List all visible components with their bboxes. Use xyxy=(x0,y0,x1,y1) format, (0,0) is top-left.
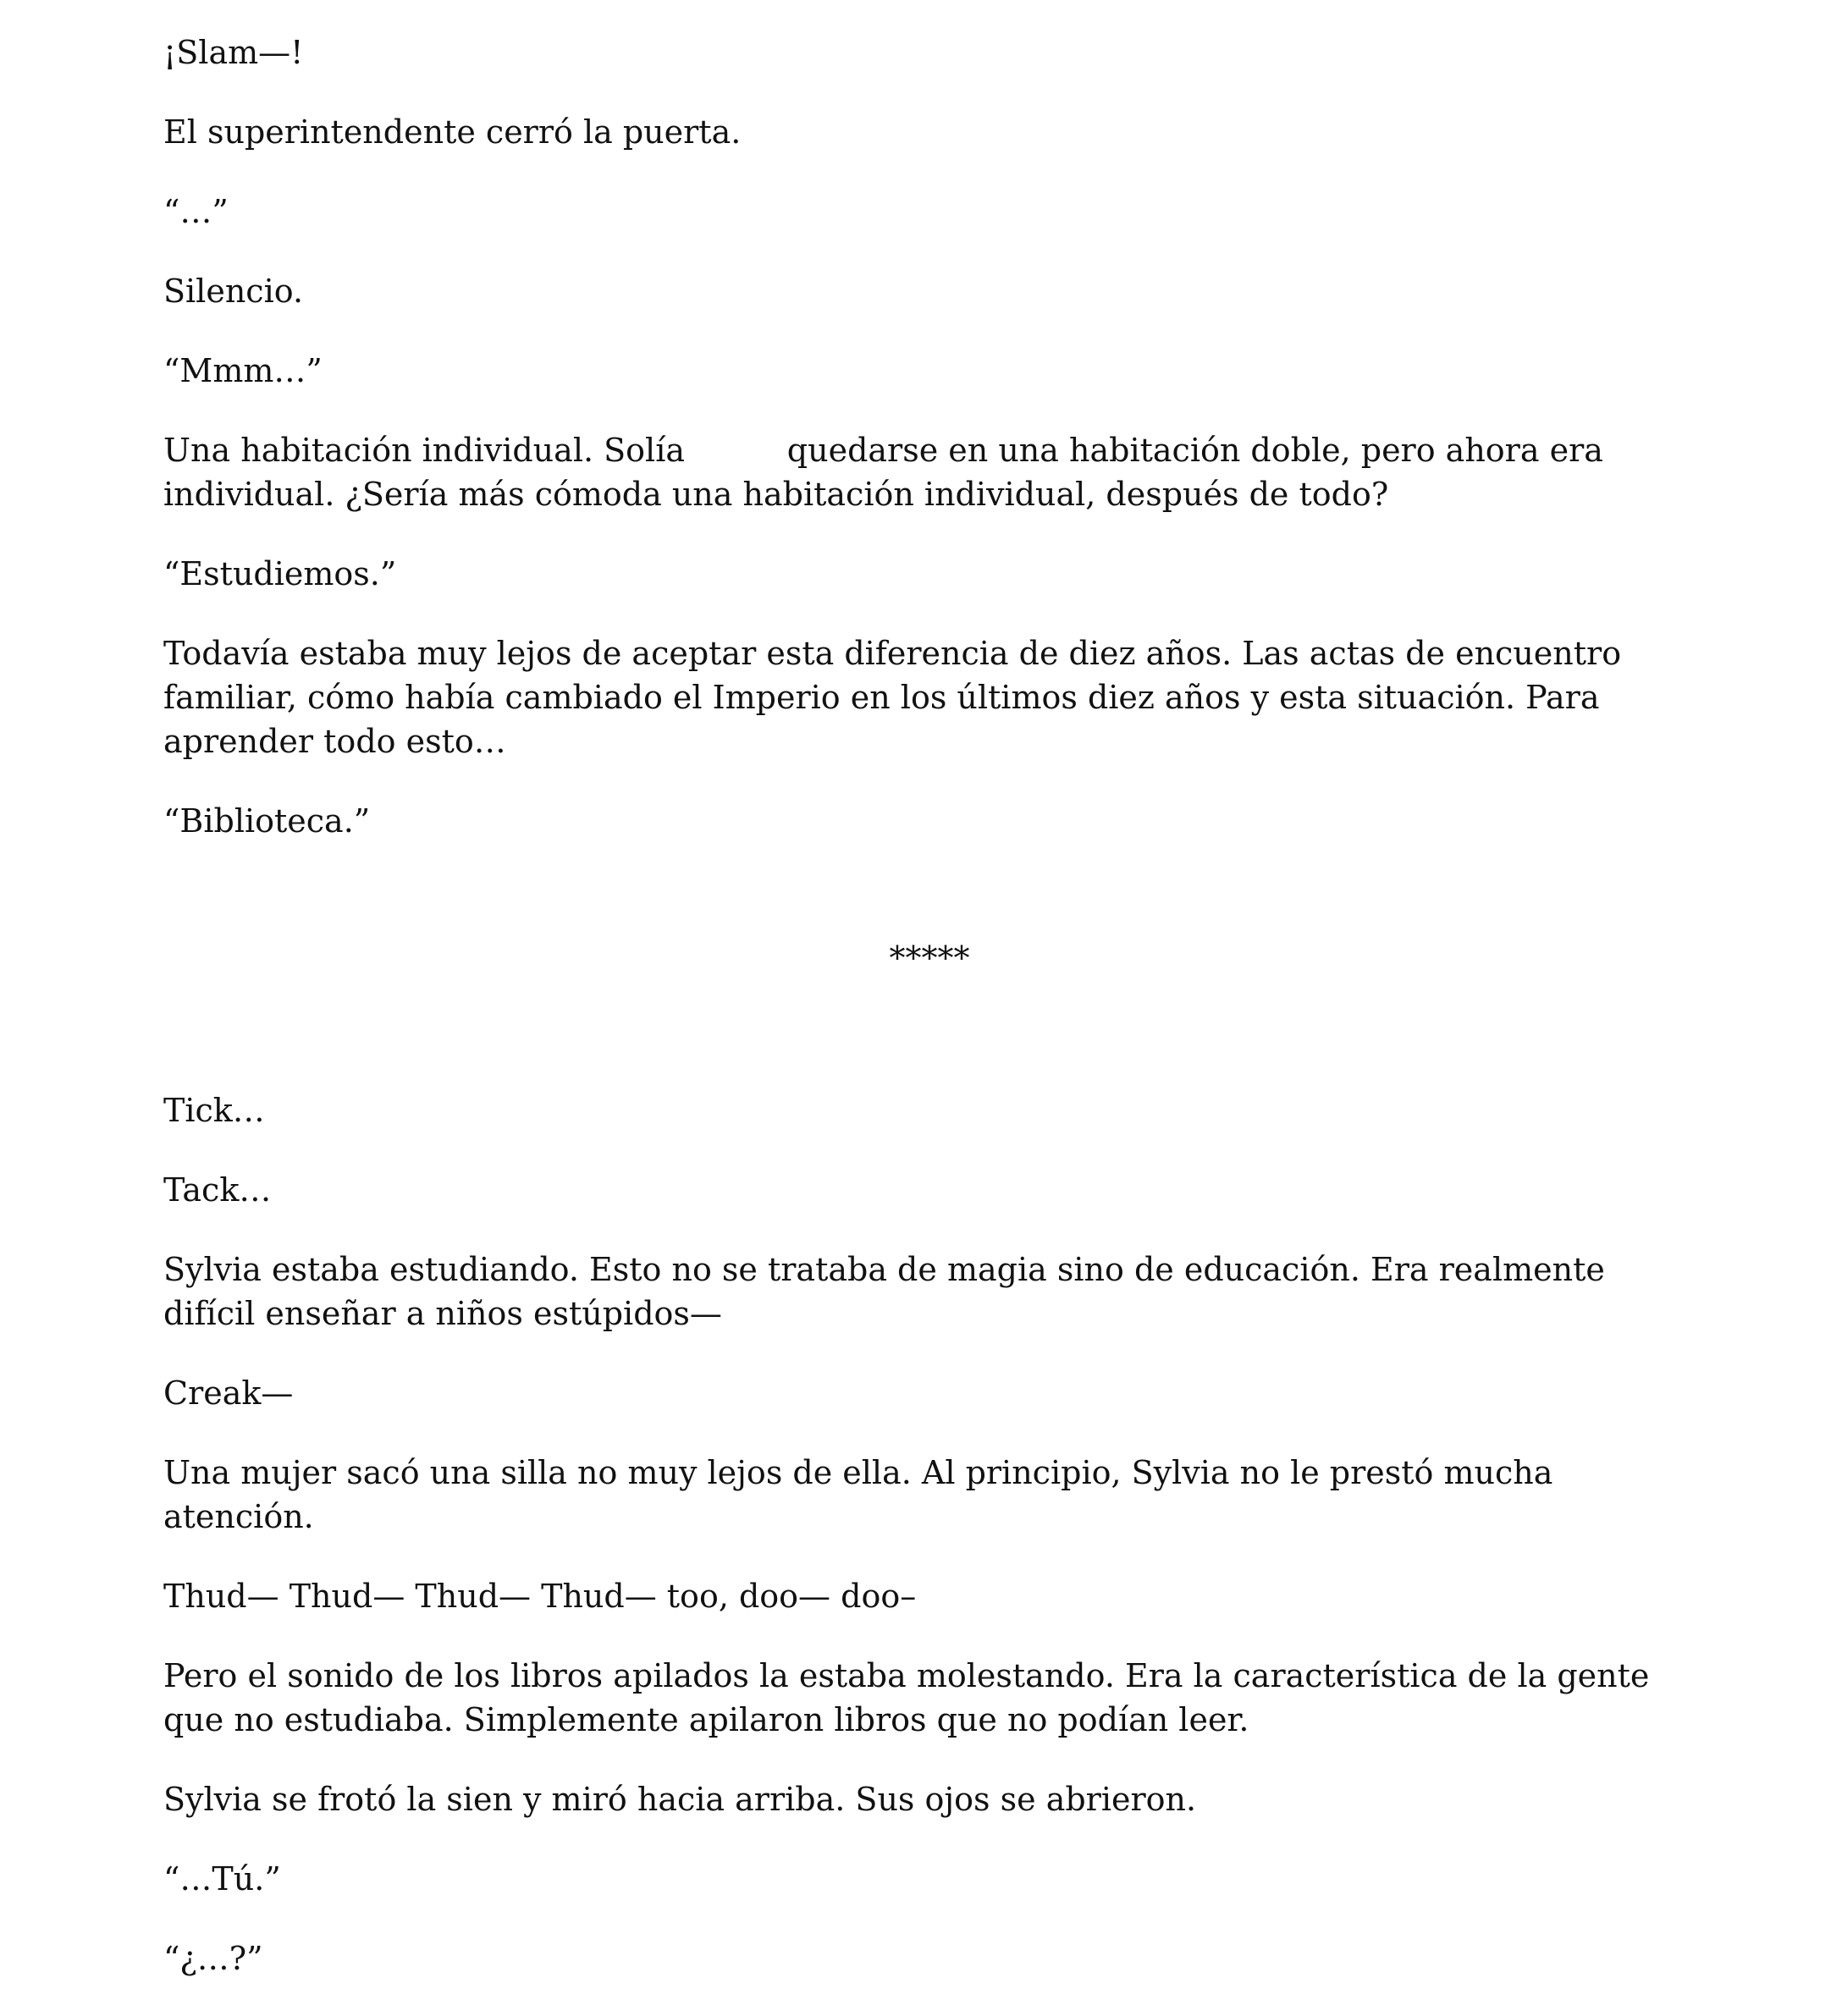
paragraph: “…Tú.” xyxy=(163,1860,281,1898)
section-divider: ***** xyxy=(889,939,970,977)
paragraph: Sylvia estaba estudiando. Esto no se trataba de magia sino de educación. Era realmente difícil enseñar a niños estúpidos— xyxy=(163,1251,1615,1332)
paragraph: “¿…?” xyxy=(163,1940,263,1977)
paragraph: “Mmm…” xyxy=(163,352,323,389)
paragraph: El superintendente cerró la puerta. xyxy=(163,113,742,151)
paragraph: “…” xyxy=(163,193,229,230)
paragraph: Todavía estaba muy lejos de aceptar esta diferencia de diez años. Las actas de encuentro familiar, cómo había cambiado el Imperio en los últimos diez años y esta situación. Para aprender todo esto… xyxy=(163,635,1632,760)
document-body xyxy=(163,30,1696,2016)
paragraph: Pero el sonido de los libros apilados la estaba molestando. Era la característica de la gente que no estudiaba. Simplemente apilaron libros que no podían leer. xyxy=(163,1657,1660,1738)
paragraph: Una mujer sacó una silla no muy lejos de ella. Al principio, Sylvia no le prestó mucha atención. xyxy=(163,1454,1563,1535)
paragraph: ¡Slam—! xyxy=(163,34,304,71)
paragraph: “Biblioteca.” xyxy=(163,802,371,840)
paragraph: Tick… xyxy=(163,1092,265,1129)
paragraph: Thud— Thud— Thud— Thud— too, doo— doo– xyxy=(163,1578,917,1615)
paragraph: Tack… xyxy=(163,1171,272,1209)
paragraph: Sylvia se frotó la sien y miró hacia arriba. Sus ojos se abrieron. xyxy=(163,1781,1197,1818)
paragraph: Creak— xyxy=(163,1374,294,1412)
paragraph: Silencio. xyxy=(163,273,304,310)
paragraph: “Estudiemos.” xyxy=(163,555,397,592)
paragraph: Una habitación individual. Solía quedarse en una habitación doble, pero ahora era individual. ¿Sería más cómoda una habitación individual, después de todo? xyxy=(163,432,1613,513)
